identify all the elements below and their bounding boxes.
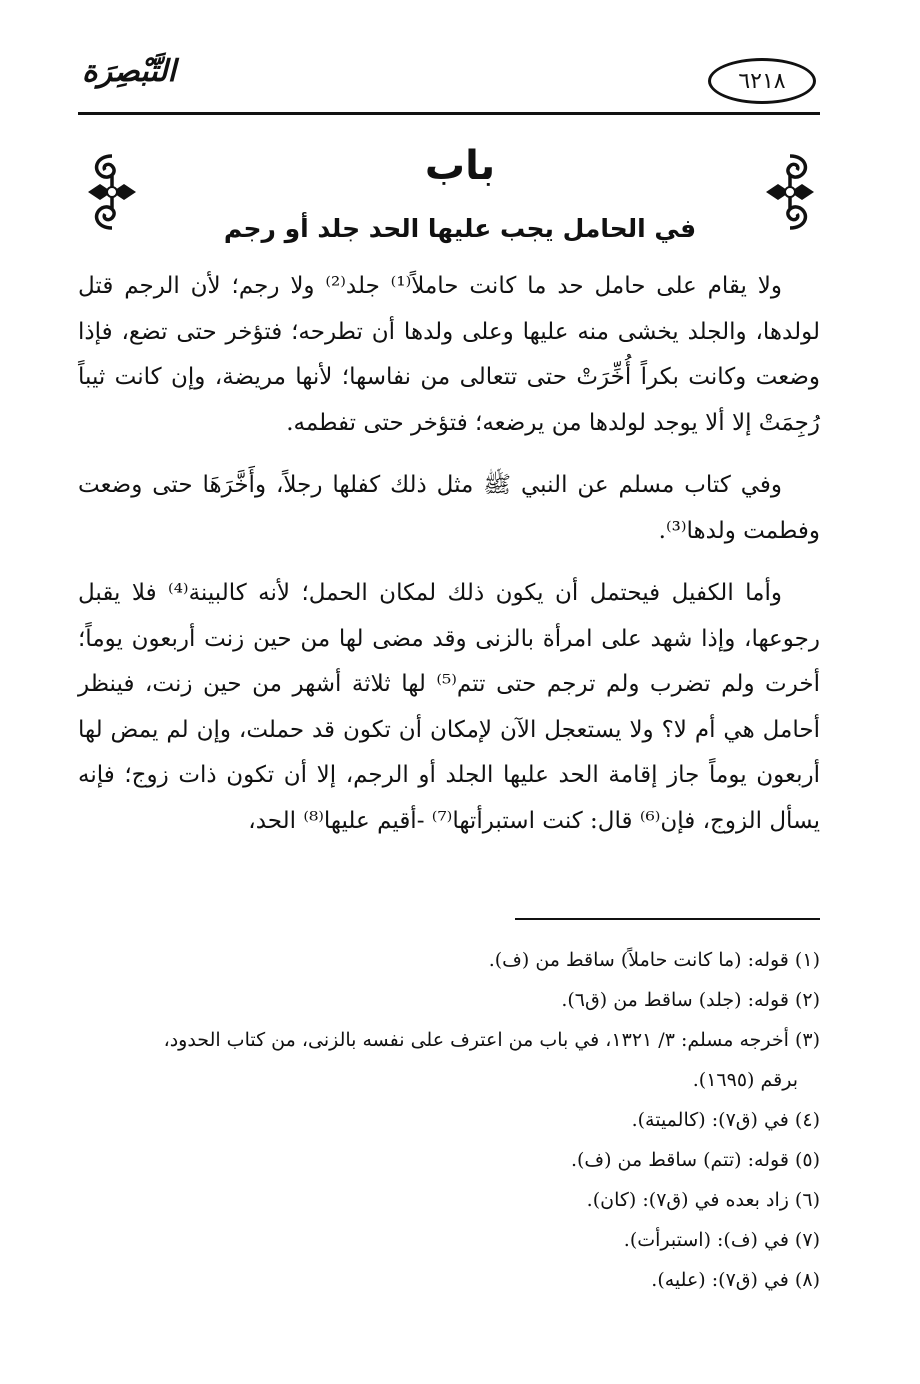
- header-rule: [78, 112, 820, 115]
- chapter-title: باب: [424, 143, 496, 189]
- page-header: [78, 48, 820, 118]
- footnote: (٢) قوله: (جلد) ساقط من (ق٦).: [561, 989, 820, 1011]
- paragraph: وفي كتاب مسلم عن النبي ﷺ مثل ذلك كفلها رجلاً، وأَخَّرَهَا حتى وضعت وفطمت ولدها⁽³⁾.: [78, 472, 820, 544]
- footnote: (٦) زاد بعده في (ق٧): (كان).: [586, 1189, 820, 1211]
- footnote-continuation: برقم (١٦٩٥).: [692, 1069, 798, 1091]
- footnote: (٤) في (ق٧): (كالميتة).: [631, 1109, 820, 1131]
- main-text: [78, 264, 820, 861]
- paragraph: ولا يقام على حامل حد ما كانت حاملاً⁽¹⁾ جلد⁽²⁾ ولا رجم؛ لأن الرجم قتل لولدها، والجلد يخشى منه عليها وعلى ولدها أن تطرحه؛ فتؤخر حتى تضع، فإذا وضعت وكانت بكراً أُخِّرَتْ حتى تتعالى من نفاسها؛ لأنها مريضة، وإن كانت ثيباً رُجِمَتْ إلا ألا يوجد لولدها من يرضعه؛ فتؤخر حتى تفطمه.: [78, 273, 820, 436]
- footnote: (١) قوله: (ما كانت حاملاً) ساقط من (ف).: [488, 949, 820, 971]
- footnote: (٣) أخرجه مسلم: ٣/ ١٣٢١، في باب من اعترف على نفسه بالزنى، من كتاب الحدود،: [163, 1029, 820, 1051]
- footnote: (٧) في (ف): (استبرأت).: [623, 1229, 820, 1251]
- footnotes: [78, 940, 820, 1300]
- paragraph: وأما الكفيل فيحتمل أن يكون ذلك لمكان الحمل؛ لأنه كالبينة⁽⁴⁾ فلا يقبل رجوعها، وإذا شهد على امرأة بالزنى وقد مضى لها من حين زنت أربعون يوماً؛ أخرت ولم تضرب ولم ترجم حتى تتم⁽⁵⁾ لها ثلاثة أشهر من حين زنت، فينظر أحامل هي أم لا؟ ولا يستعجل الآن لإمكان أن تكون قد حملت، وإن لم يمض لها أربعون يوماً جاز إقامة الحد عليها الجلد أو الرجم، إلا أن تكون ذات زوج؛ فإنه يسأل الزوج، فإن⁽⁶⁾ قال: كنت استبرأتها⁽⁷⁾ -أقيم عليها⁽⁸⁾ الحد،: [78, 580, 820, 834]
- footnote: (٨) في (ق٧): (عليه).: [651, 1269, 820, 1291]
- chapter-subtitle: في الحامل يجب عليها الحد جلد أو رجم: [223, 214, 697, 243]
- book-title: التَّبْصِرَة: [82, 54, 176, 89]
- page-number: ٦٢١٨: [708, 58, 816, 104]
- footnote: (٥) قوله: (تتم) ساقط من (ف).: [570, 1149, 820, 1171]
- footnote-separator: [515, 918, 820, 920]
